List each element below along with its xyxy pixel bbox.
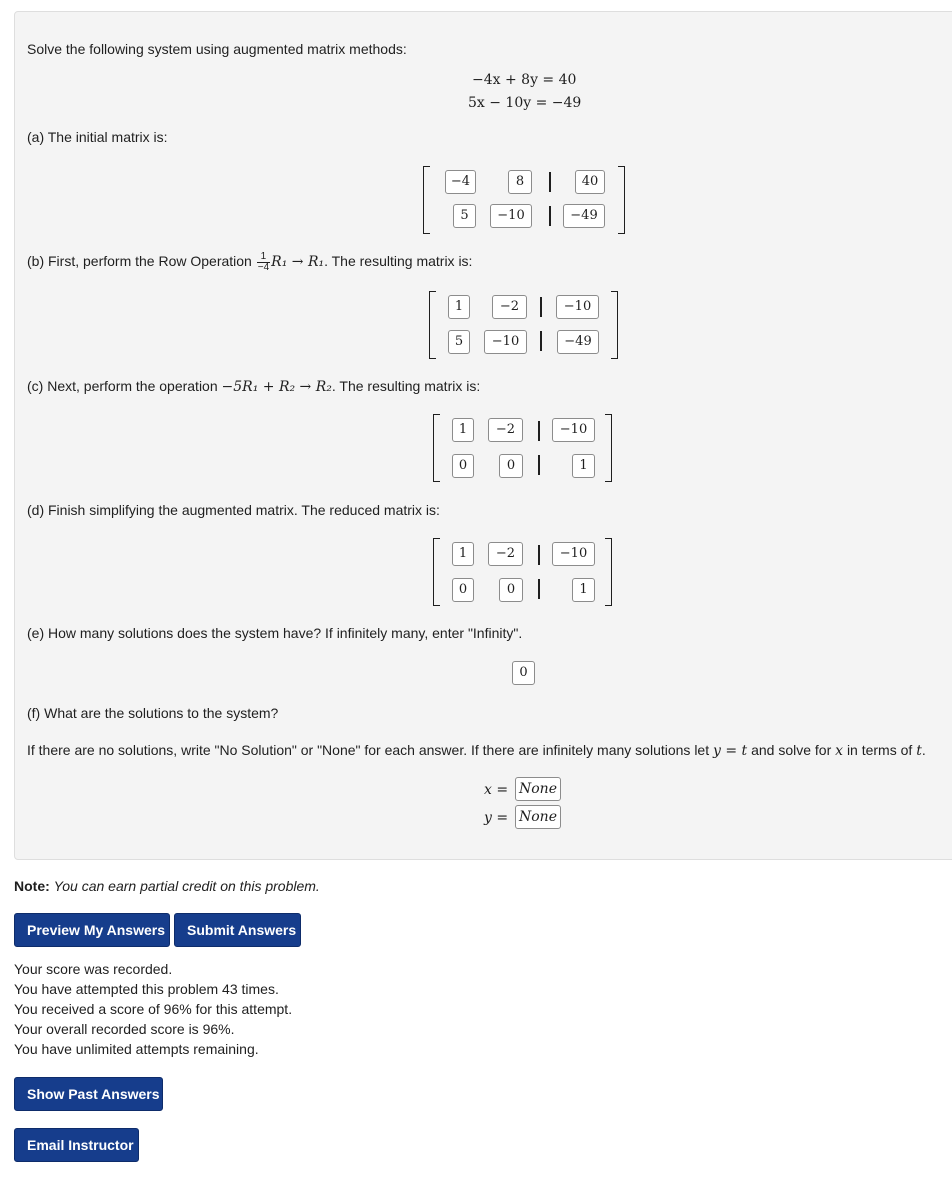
x-label: x = [484,782,509,798]
matrix-a-r2c2-input[interactable]: −10 [490,204,532,228]
submit-answers-button[interactable]: Submit Answers [174,913,301,947]
part-e-label: (e) How many solutions does the system have? If infinitely many, enter "Infinity". [27,625,523,641]
matrix-a-divider [549,206,551,226]
matrix-d-r2c2-input[interactable]: 0 [499,578,523,602]
equation-1: −4x + 8y = 40 [472,72,577,88]
part-b-label [27,252,472,273]
problem-intro: Solve the following system using augmented matrix methods: [27,41,407,57]
matrix-a-r2c1-input[interactable]: 5 [453,204,476,228]
matrix-b-left-bracket [429,291,436,359]
matrix-c-r1c3-input[interactable]: −10 [552,418,595,442]
part-f-instructions [27,742,926,759]
matrix-d-divider [538,545,540,565]
matrix-d-r2c1-input[interactable]: 0 [452,578,474,602]
part-b-label-post: . The resulting matrix is: [324,253,473,270]
score-line: You received a score of 96% for this attempt. [14,1001,293,1017]
matrix-d-r1c3-input[interactable]: −10 [552,542,595,566]
part-f-label: (f) What are the solutions to the system? [27,705,279,721]
note-text: You can earn partial credit on this problem. [53,878,320,894]
matrix-a-right-bracket [618,166,625,234]
matrix-b-right-bracket [611,291,618,359]
part-f-parameter: t [916,743,922,759]
part-f-instructions-post: in terms of [846,742,913,758]
part-f-variable: x [835,743,844,759]
matrix-d-r1c2-input[interactable]: −2 [488,542,523,566]
part-c-label [27,378,480,395]
score-line: You have attempted this problem 43 times. [14,981,279,997]
y-label: y = [484,810,509,826]
part-f-instructions-end: . [921,742,926,758]
part-d-label: (d) Finish simplifying the augmented matrix. The reduced matrix is: [27,502,440,518]
matrix-a-left-bracket [423,166,430,234]
equation-2: 5x − 10y = −49 [468,95,582,111]
matrix-a-r1c2-input[interactable]: 8 [508,170,532,194]
matrix-b-divider [540,297,542,317]
row-op-fraction [257,252,270,273]
part-b-label-pre: (b) First, perform the Row Operation [27,253,252,270]
matrix-b-r2c1-input[interactable]: 5 [448,330,470,354]
matrix-d-left-bracket [433,538,440,606]
matrix-c-left-bracket [433,414,440,482]
part-f-instructions-mid: and solve for [751,742,832,758]
matrix-c-r2c3-input[interactable]: 1 [572,454,595,478]
matrix-c-divider [538,421,540,441]
matrix-c-divider [538,455,540,475]
score-line: Your score was recorded. [14,961,173,977]
y-answer-input[interactable]: None [515,805,561,829]
matrix-c-right-bracket [605,414,612,482]
solution-count-input[interactable]: 0 [512,661,535,685]
email-instructor-button[interactable]: Email Instructor [14,1128,139,1162]
matrix-d-r1c1-input[interactable]: 1 [452,542,474,566]
matrix-b-r2c3-input[interactable]: −49 [557,330,599,354]
row-op-fraction-numerator: 1 [257,252,270,263]
score-line: Your overall recorded score is 96%. [14,1021,235,1037]
show-past-answers-button[interactable]: Show Past Answers [14,1077,163,1111]
matrix-c-r2c1-input[interactable]: 0 [452,454,474,478]
score-summary [14,959,292,1059]
matrix-b-r1c1-input[interactable]: 1 [448,295,470,319]
matrix-d-divider [538,579,540,599]
matrix-b-r1c2-input[interactable]: −2 [492,295,527,319]
matrix-a-r1c1-input[interactable]: −4 [445,170,476,194]
partial-credit-note [14,878,320,894]
part-f-instructions-pre: If there are no solutions, write "No Solution" or "None" for each answer. If there are infinitely many solutions let [27,742,710,758]
preview-answers-button[interactable]: Preview My Answers [14,913,170,947]
matrix-d-right-bracket [605,538,612,606]
note-label: Note: [14,878,50,894]
part-c-label-pre: (c) Next, perform the operation [27,378,218,394]
part-a-label: (a) The initial matrix is: [27,129,168,145]
row-op-b: R₁ → R₁ [271,254,325,271]
part-f-substitution: y = t [713,743,748,759]
part-c-label-post: . The resulting matrix is: [331,378,481,394]
matrix-a-r1c3-input[interactable]: 40 [575,170,605,194]
matrix-b-r1c3-input[interactable]: −10 [556,295,599,319]
matrix-b-divider [540,331,542,351]
row-op-fraction-denominator: −4 [257,262,270,273]
score-line: You have unlimited attempts remaining. [14,1041,259,1057]
matrix-d-r2c3-input[interactable]: 1 [572,578,595,602]
row-op-c: −5R₁ + R₂ → R₂ [221,379,332,395]
matrix-a-r2c3-input[interactable]: −49 [563,204,605,228]
x-answer-input[interactable]: None [515,777,561,801]
matrix-c-r2c2-input[interactable]: 0 [499,454,523,478]
matrix-a-divider [549,172,551,192]
matrix-c-r1c2-input[interactable]: −2 [488,418,523,442]
matrix-b-r2c2-input[interactable]: −10 [484,330,527,354]
matrix-c-r1c1-input[interactable]: 1 [452,418,474,442]
